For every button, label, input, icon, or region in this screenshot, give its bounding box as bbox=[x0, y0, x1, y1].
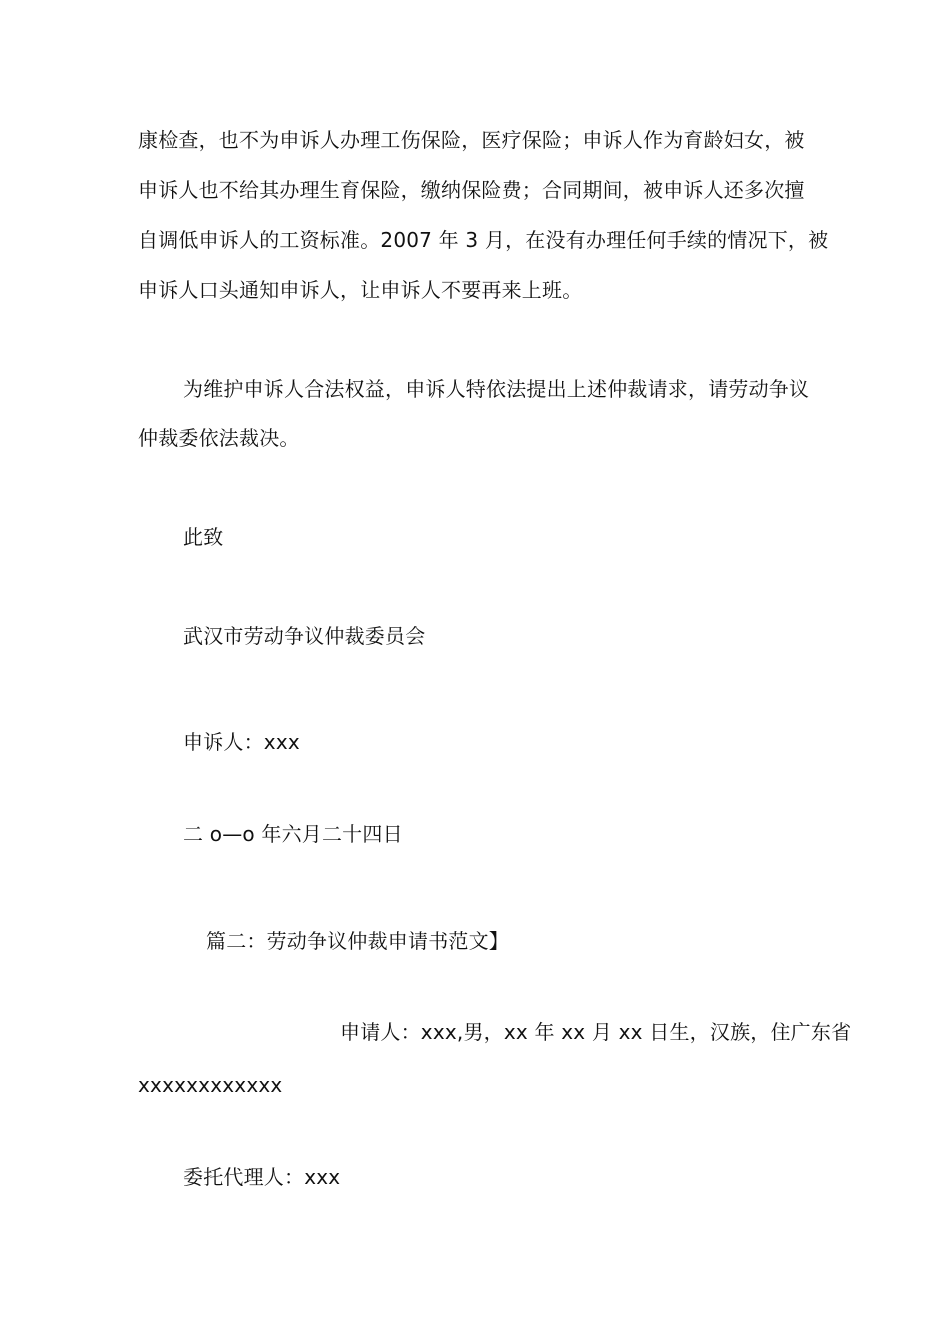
appellant-signature: 申诉人：xxx bbox=[183, 730, 300, 754]
salutation: 此致 bbox=[183, 525, 224, 549]
paragraph-1-line-2: 申诉人也不给其办理生育保险，缴纳保险费；合同期间，被申诉人还多次擅 bbox=[138, 178, 805, 202]
recipient: 武汉市劳动争议仲裁委员会 bbox=[183, 624, 426, 648]
paragraph-1-line-1: 康检查，也不为申诉人办理工伤保险，医疗保险；申诉人作为育龄妇女，被 bbox=[138, 128, 805, 152]
applicant-line-2: xxxxxxxxxxxx bbox=[138, 1073, 283, 1097]
paragraph-2-line-1: 为维护申诉人合法权益，申诉人特依法提出上述仲裁请求，请劳动争议 bbox=[183, 377, 810, 401]
applicant-line-1: 申请人：xxx,男，xx 年 xx 月 xx 日生，汉族，住广东省 bbox=[340, 1020, 852, 1044]
paragraph-2-line-2: 仲裁委依法裁决。 bbox=[138, 426, 300, 450]
document-date: 二 o—o 年六月二十四日 bbox=[183, 822, 403, 846]
section-title: 篇二：劳动争议仲裁申请书范文】 bbox=[206, 929, 509, 953]
agent-line: 委托代理人：xxx bbox=[183, 1165, 341, 1189]
paragraph-1-line-4: 申诉人口头通知申诉人，让申诉人不要再来上班。 bbox=[138, 278, 583, 302]
paragraph-1-line-3: 自调低申诉人的工资标准。2007 年 3 月，在没有办理任何手续的情况下，被 bbox=[138, 228, 829, 252]
